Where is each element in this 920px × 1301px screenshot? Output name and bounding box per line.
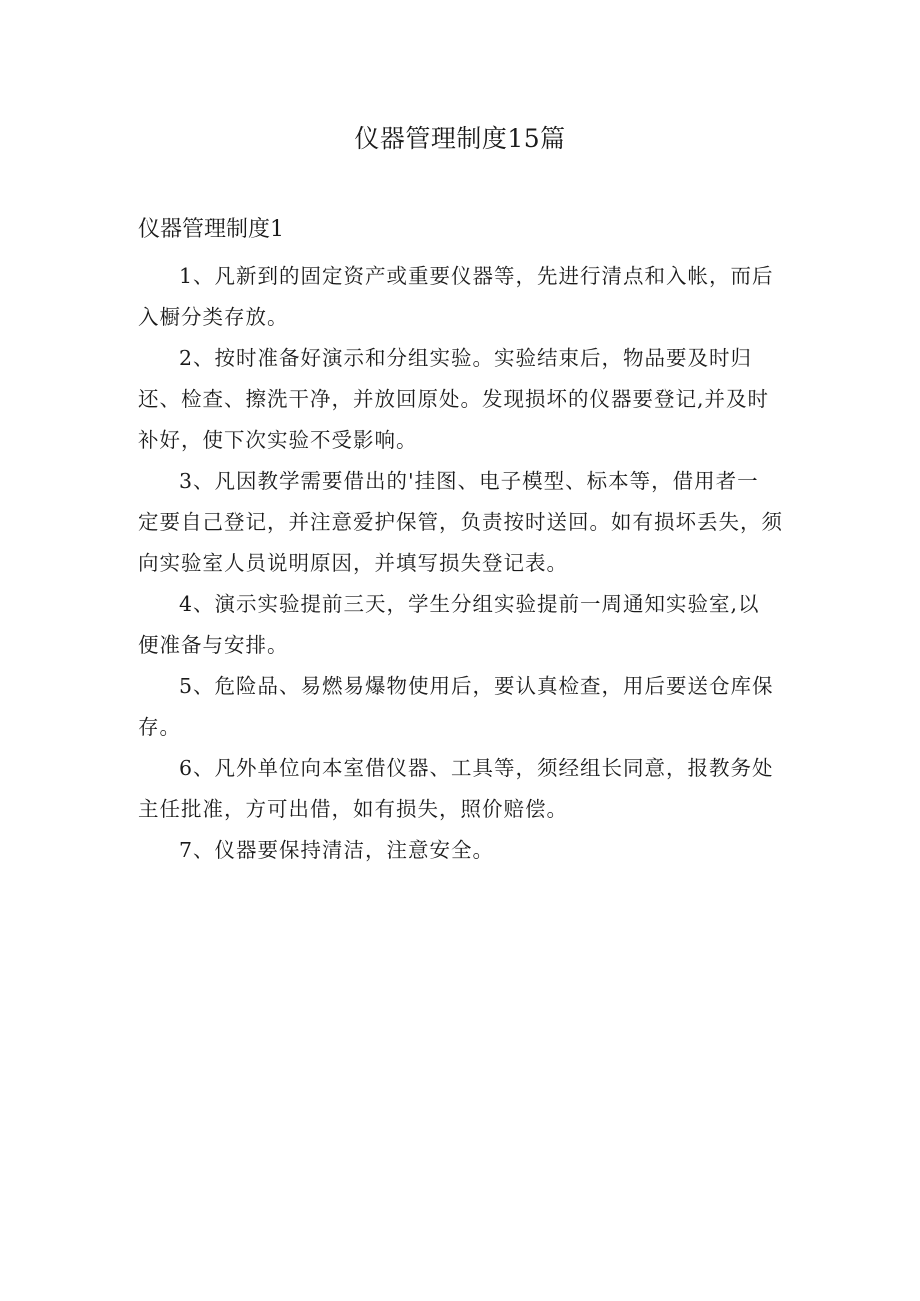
paragraph-line: 4、演示实验提前三天，学生分组实验提前一周通知实验室,以	[179, 592, 760, 616]
paragraph-line: 向实验室人员说明原因，并填写损失登记表。	[138, 551, 568, 575]
paragraph-line: 便准备与安排。	[138, 633, 289, 657]
paragraph-line: 存。	[138, 715, 181, 739]
paragraph-1	[138, 256, 784, 338]
paragraph-line: 3、凡因教学需要借出的'挂图、电子模型、标本等，借用者一	[179, 469, 759, 493]
paragraph-3	[138, 461, 784, 584]
paragraph-line: 还、检查、擦洗干净，并放回原处。发现损坏的仪器要登记,并及时	[138, 387, 770, 411]
paragraph-line: 6、凡外单位向本室借仪器、工具等，须经组长同意，报教务处	[179, 756, 774, 780]
paragraph-line: 7、仪器要保持清洁，注意安全。	[179, 838, 495, 862]
paragraph-line: 主任批准，方可出借，如有损失，照价赔偿。	[138, 797, 568, 821]
paragraph-line: 定要自己登记，并注意爱护保管，负责按时送回。如有损坏丢失，须	[138, 510, 783, 534]
document-title: 仪器管理制度15篇	[354, 124, 566, 153]
paragraph-6	[138, 748, 784, 830]
paragraph-line: 补好，使下次实验不受影响。	[138, 428, 418, 452]
paragraph-line: 5、危险品、易燃易爆物使用后，要认真检查，用后要送仓库保	[179, 674, 774, 698]
section-heading: 仪器管理制度1	[138, 217, 284, 242]
paragraph-line: 1、凡新到的固定资产或重要仪器等，先进行清点和入帐，而后	[179, 264, 774, 288]
paragraph-line: 2、按时准备好演示和分组实验。实验结束后，物品要及时归	[179, 346, 753, 370]
paragraph-line: 入橱分类存放。	[138, 305, 289, 329]
paragraph-5	[138, 666, 784, 748]
paragraph-4	[138, 584, 784, 666]
paragraph-2	[138, 338, 784, 461]
document-body	[138, 256, 784, 871]
paragraph-7	[138, 830, 784, 871]
